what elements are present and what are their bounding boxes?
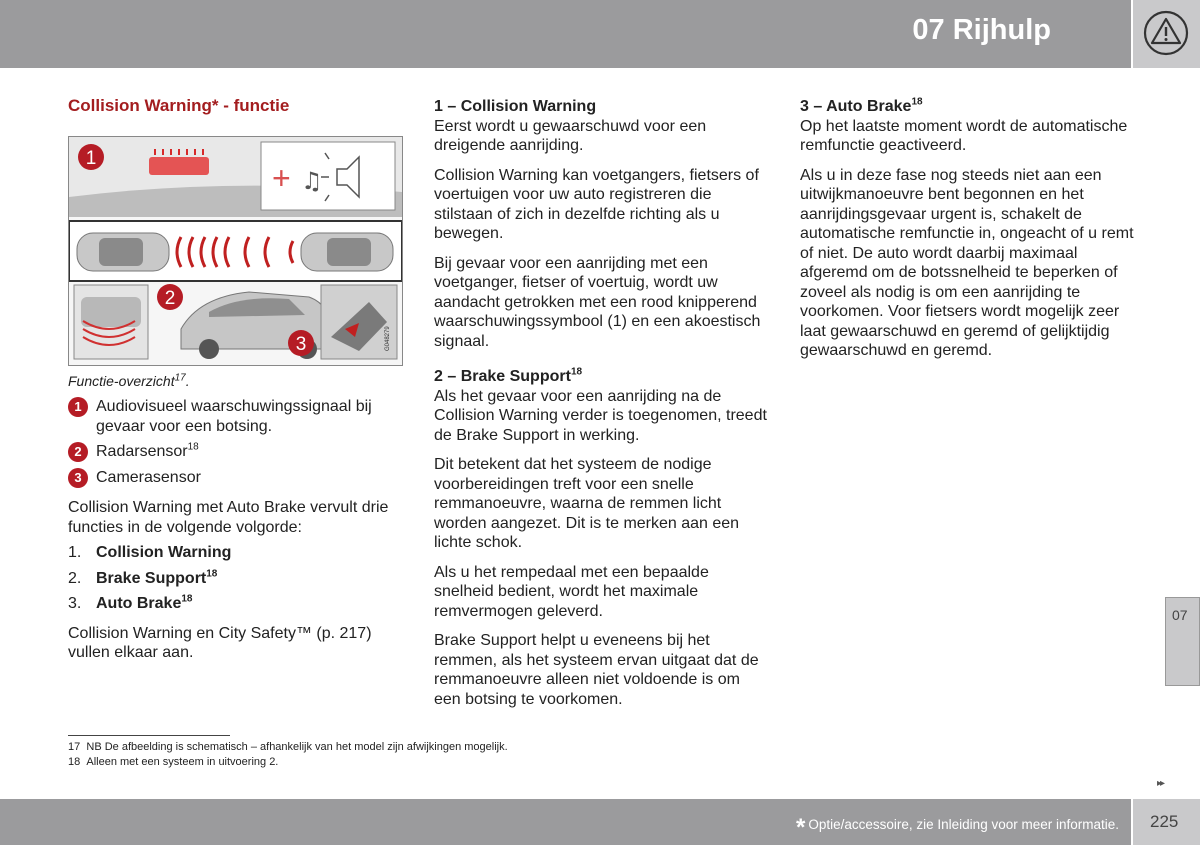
footer-note-text: Optie/accessoire, zie Inleiding voor meer informatie. bbox=[808, 817, 1119, 832]
footnote-text: NB De afbeelding is schematisch – afhankelijk van het model zijn afwijkingen mogelijk. bbox=[86, 741, 508, 753]
figure-callout-1: 1 bbox=[85, 147, 97, 169]
next-page-arrows-icon[interactable]: ▸▸ bbox=[1157, 778, 1164, 789]
column-1 bbox=[68, 96, 403, 663]
closing-paragraph: Collision Warning en City Safety™ (p. 217) vullen elkaar aan. bbox=[68, 624, 372, 661]
footnote-ref: 17 bbox=[174, 371, 186, 383]
figure-caption-end: . bbox=[185, 372, 190, 389]
footer-bar bbox=[0, 799, 1131, 845]
list-label: Auto Brake bbox=[96, 595, 182, 612]
chapter-side-tab[interactable] bbox=[1165, 597, 1200, 686]
paragraph: Als het gevaar voor een aanrijding na de Collision Warning verder is toegenomen, treedt de Brake Support in werking. bbox=[434, 387, 767, 444]
paragraph: Als u het rempedaal met een bepaalde snelheid bedient, wordt het maximale remvermogen geleverd. bbox=[434, 563, 709, 620]
list-text bbox=[96, 569, 217, 589]
footnote-ref: 18 bbox=[206, 568, 218, 580]
chapter-title: 07 Rijhulp bbox=[912, 14, 1051, 46]
paragraph: Bij gevaar voor een aanrijding met een voetganger, fietser of voertuig, wordt uw aandacht getrokken met een rood knipperend waarschuwingssymbool (1) en een akoestisch signaal. bbox=[434, 254, 761, 350]
legend-label: Radarsensor bbox=[96, 443, 188, 460]
chapter-tab-label: 07 bbox=[1172, 607, 1188, 623]
legend-text bbox=[96, 397, 403, 436]
legend-label: Camerasensor bbox=[96, 469, 201, 486]
legend-text bbox=[96, 442, 403, 462]
column-2 bbox=[434, 97, 769, 709]
paragraph: Op het laatste moment wordt de automatische remfunctie geactiveerd. bbox=[800, 117, 1128, 154]
warning-triangle-icon bbox=[1143, 10, 1189, 56]
footnote bbox=[68, 756, 278, 768]
heading-collision-warning: 1 – Collision Warning bbox=[434, 98, 597, 115]
footnote-number: 18 bbox=[68, 756, 81, 768]
list-item bbox=[68, 594, 403, 614]
asterisk-marker: * bbox=[796, 814, 806, 841]
header-icon-box bbox=[1133, 0, 1200, 68]
list-text bbox=[96, 543, 231, 563]
heading-text: 2 – Brake Support bbox=[434, 368, 571, 385]
figure-callout-2: 2 bbox=[164, 287, 176, 309]
paragraph: Eerst wordt u gewaarschuwd voor een dreigende aanrijding. bbox=[434, 117, 707, 154]
footer-note bbox=[796, 814, 1119, 842]
heading-auto-brake bbox=[800, 97, 1135, 117]
paragraph: Als u in deze fase nog steeds niet aan een uitwijkmanoeuvre bent begonnen en het aanrijdingsgevaar urgent is, schakelt de automatische remfunctie in, ongeacht of u remt of niet. De auto wordt daarbij maximaal afgeremd om de botssnelheid te beperken of zoveel als nodig is om een aanrijding te voorkomen. Voor fietsers wordt mogelijk zeer laat gewaarschuwd en geremd of gelijktijdig gewaarschuwd en geremd. bbox=[800, 166, 1134, 359]
collision-warning-illustration bbox=[69, 137, 402, 365]
figure-caption bbox=[68, 372, 403, 392]
figure-callout-3: 3 bbox=[295, 333, 307, 355]
legend-item bbox=[68, 397, 403, 436]
list-number: 2. bbox=[68, 569, 82, 587]
heading-brake-support bbox=[434, 367, 769, 387]
legend-item bbox=[68, 468, 403, 488]
page-number-box bbox=[1133, 799, 1200, 845]
column-3 bbox=[800, 97, 1135, 361]
footnote-divider bbox=[68, 735, 230, 736]
header-bar bbox=[0, 0, 1131, 68]
footnote-ref: 18 bbox=[911, 96, 923, 108]
footnote-number: 17 bbox=[68, 741, 81, 753]
legend-number-badge: 3 bbox=[68, 468, 88, 488]
function-overview-figure bbox=[68, 136, 403, 366]
paragraph: Brake Support helpt u eveneens bij het remmen, als het systeem ervan uitgaat dat de remmanoeuvre alleen niet voldoende is om een botsing te voorkomen. bbox=[434, 632, 759, 708]
image-code: G048279 bbox=[385, 325, 391, 351]
paragraph: Dit betekent dat het systeem de nodige voorbereidingen treft voor een snelle remmanoeuvre, waarna de remmen licht worden aangezet. Dit is te merken aan een lichte schok. bbox=[434, 456, 740, 551]
footnote-ref: 18 bbox=[187, 441, 199, 453]
legend-label: Audiovisueel waarschuwingssignaal bij gevaar voor een botsing. bbox=[96, 398, 372, 435]
legend-item bbox=[68, 442, 403, 462]
list-item bbox=[68, 543, 403, 563]
intro-paragraph: Collision Warning met Auto Brake vervult drie functies in de volgende volgorde: bbox=[68, 499, 389, 536]
heading-text: 3 – Auto Brake bbox=[800, 98, 912, 115]
list-item bbox=[68, 569, 403, 589]
section-title: Collision Warning* - functie bbox=[68, 96, 290, 115]
footnote-text: Alleen met een systeem in uitvoering 2. bbox=[86, 756, 279, 768]
list-label: Brake Support bbox=[96, 569, 207, 587]
footnote-ref: 18 bbox=[570, 366, 583, 378]
paragraph: Collision Warning kan voetgangers, fietsers of voertuigen voor uw auto registreren die stilstaan of zich in dezelfde richting als u bewegen. bbox=[434, 166, 759, 242]
legend-text bbox=[96, 468, 403, 488]
legend-number-badge: 1 bbox=[68, 397, 88, 417]
footnote bbox=[68, 741, 508, 753]
svg-text:+: + bbox=[272, 159, 291, 196]
list-number: 3. bbox=[68, 595, 82, 612]
legend-number-badge: 2 bbox=[68, 442, 88, 462]
figure-caption-text: Functie-overzicht bbox=[68, 372, 175, 389]
svg-text:♫: ♫ bbox=[301, 166, 323, 195]
footnote-ref: 18 bbox=[181, 593, 193, 605]
list-label: Collision Warning bbox=[96, 544, 232, 561]
list-number: 1. bbox=[68, 544, 82, 561]
list-text bbox=[96, 594, 192, 614]
page-number: 225 bbox=[1150, 812, 1179, 831]
